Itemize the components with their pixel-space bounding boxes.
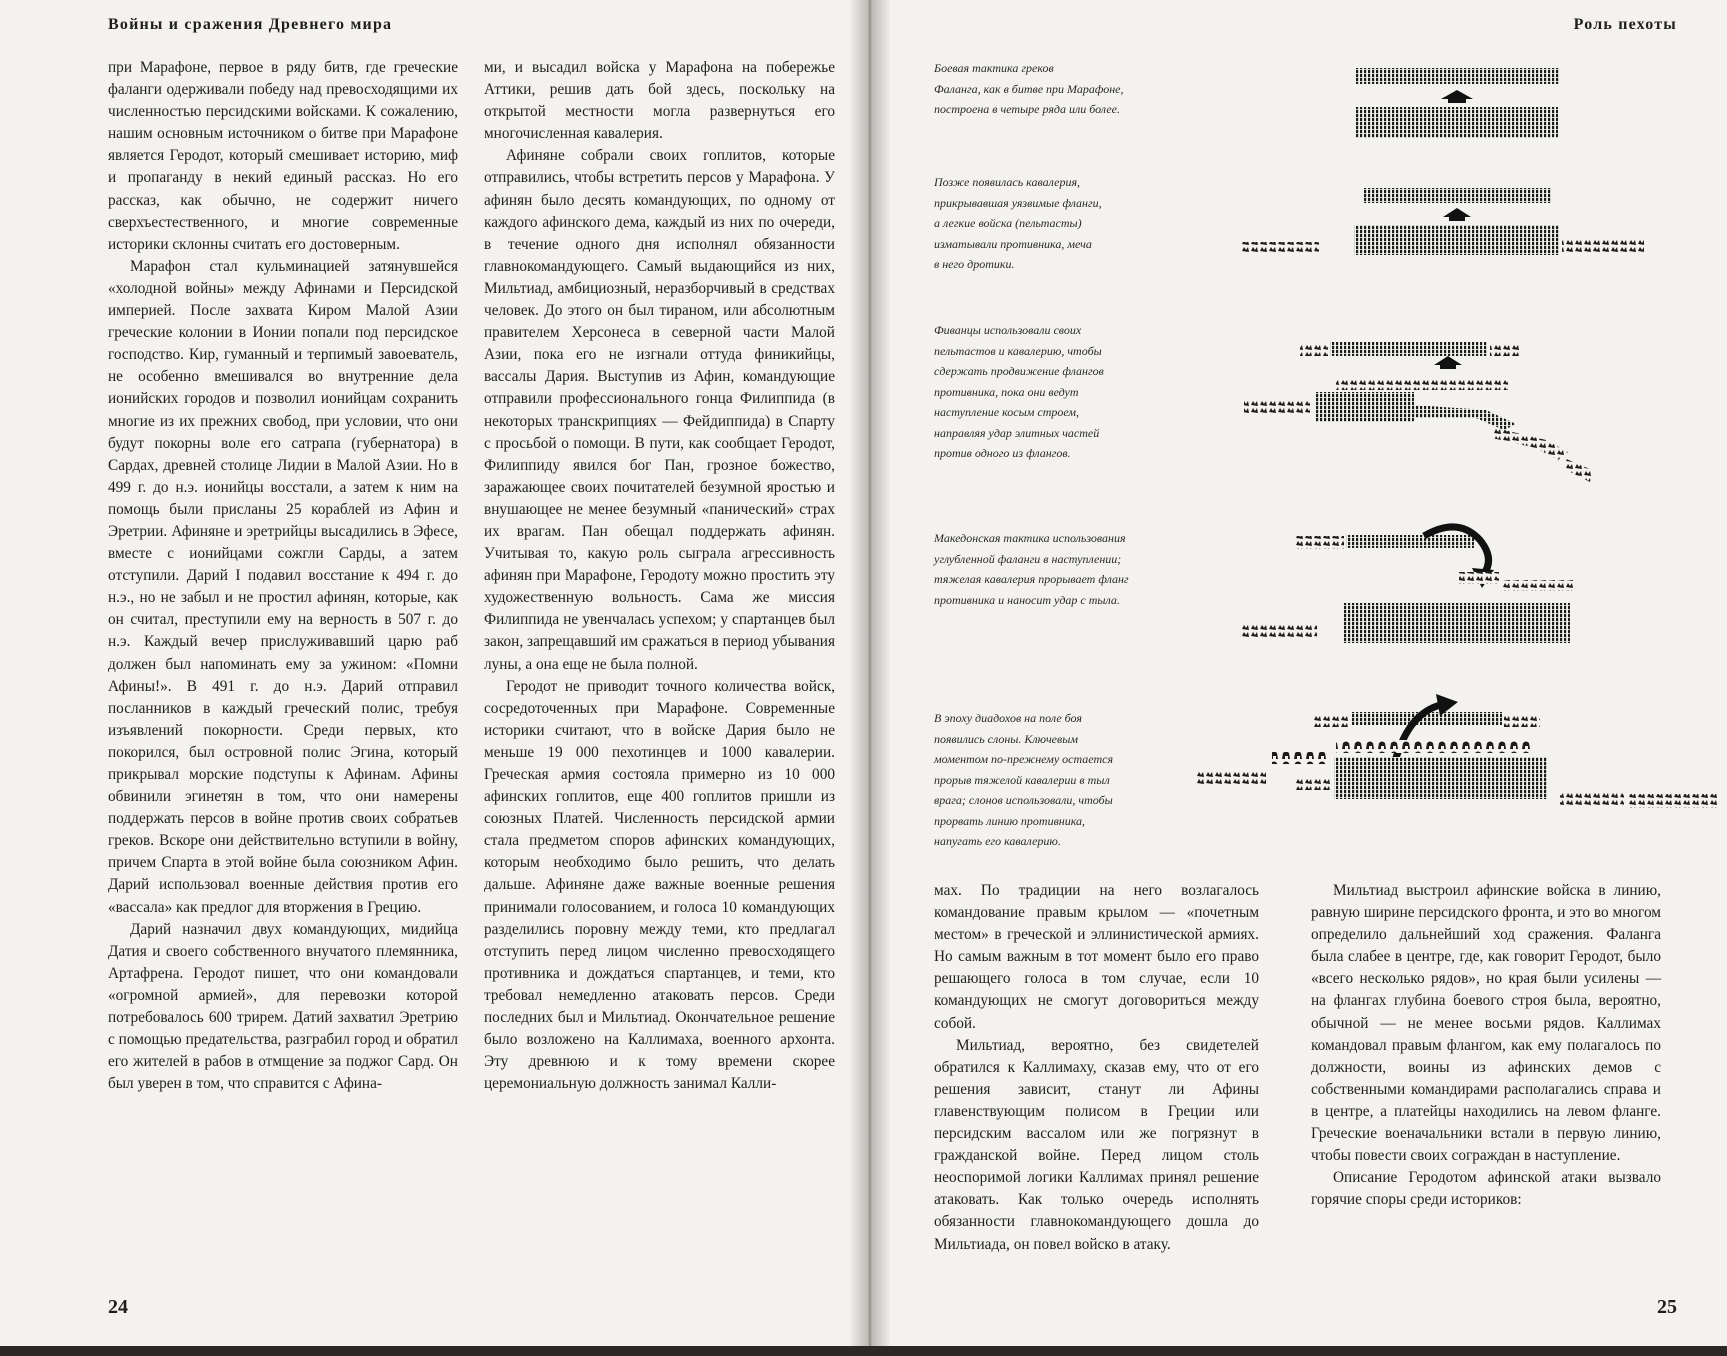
page-number-left: 24: [108, 1296, 128, 1318]
scan-edge: [0, 1346, 1727, 1356]
diagram-caption: [934, 58, 1202, 120]
caption-line: сдержать продвижение флангов: [934, 364, 1104, 378]
book-gutter: [850, 0, 890, 1356]
caption-line: пельтастов и кавалерию, чтобы: [934, 343, 1102, 358]
caption-line: моментом по-прежнему остается: [934, 752, 1114, 766]
left-column-2: [484, 57, 835, 1095]
paragraph: Описание Геродотом афинской атаки вызвало горячие споры среди историков:: [1311, 1169, 1661, 1209]
caption-line: прикрывавшая уязвимые фланги,: [934, 195, 1102, 210]
caption-line: Фиванцы использовали своих: [934, 323, 1082, 337]
paragraph: Марафон стал кульминацией затянувшейся «холодной войны» между Афинами и Персидской империей. После захвата Киром Малой Азии греческие колонии в Ионии попали под персидское господство. Кир, гуманный и терпимый завоеватель, не особенно вмешивался во внутренние дела ионийских городов и позволил ионийцам сохранить многие из их прежних свобод, при условии, что они будут покорны воле его сатрапа (губернатора) в Сардах, древней столице Лидии в Малой Азии. Но в 499 г. до н.э. ионийцы восстали, а затем к ним на помощь были присланы 25 кораблей из Афин и Эретрии. Афиняне и эретрийцы высадились в Эфесе, вместе с ионийцами сожгли Сарды, а затем отступили. Дарий I подавил восстание к 494 г. до н.э., но не забыл и не простил афинян, которые, как он считал, преступили ему на верность в 507 г. до н.э. Каждый вечер прислуживавший царю раб должен был напоминать ему за ужином: «Помни Афины!». В 491 г. до н.э. Дарий отправил посланников в каждый греческий полис, требуя изъявлений покорности. Среди первых, кто покорился, был островной полис Эгина, который прикрывал морские подступы к Афинам. Афины обвинили эгинетян в том, что они намерены поддержать персов в войне против своих собратьев греков. Вскоре они действительно вступили в войну, причем Спарта в этой войне была союзником Афин. Дарий использовал военные действия против его «вассала» как предлог для вторжения в Грецию.: [108, 257, 458, 916]
left-page: [0, 0, 866, 1346]
caption-line: Фаланга, как в битве при Марафоне,: [934, 81, 1124, 96]
caption-line: построена в четыре ряда или более.: [934, 102, 1120, 116]
caption-line: В эпоху диадохов на поле боя: [934, 711, 1082, 725]
tactics-diagram: [1196, 50, 1721, 870]
diagram-theban-oblique: [1244, 342, 1592, 482]
caption-line: противника и наносит удар с тыла.: [934, 592, 1120, 607]
caption-line: наступление косым строем,: [934, 405, 1080, 419]
paragraph: Геродот не приводит точного количества войск, сосредоточенных при Марафоне. Современные историки считают, что в войске Дария было не меньше 19 000 пехотинцев и 1000 кавалерии. Греческая армия состояла примерно из 10 000 афинских гоплитов, еще 400 гоплитов пришли из союзных Платей. Численность персидской армии стала предметом споров афинских командующих, которым необходимо было решить, что делать дальше. Афиняне даже важные военные решения принимали голосованием, и голоса 10 командующих разделились поровну между теми, кто предлагал отступить перед лицом численно превосходящего противника и дождаться спартанцев, и теми, кто требовал немедленно атаковать персов. Среди последних был и Мильтиад. Окончательное решение было возложено на Каллимаха, военного архонта. Эту древнюю и к тому времени скорее церемониальную должность занимал Калли-: [484, 677, 835, 1093]
running-head-right: Роль пехоты: [1573, 16, 1677, 33]
diagram-caption: [934, 320, 1202, 464]
left-column-1: [108, 57, 458, 1095]
caption-line: врага; слонов использовали, чтобы: [934, 793, 1113, 807]
right-column-1: [934, 880, 1259, 1256]
diagram-caption: [934, 528, 1202, 610]
paragraph: Мильтиад, вероятно, без свидетелей обратился к Каллимаху, сказав ему, что от его решения зависит, станут ли Афины главенствующим полисом в Греции или персидским вассалом или же погрязнут в гражданской войне. Перед лицом столь неоспоримой логики Каллимах принял решение атаковать. Как только очередь исполнять обязанности главнокомандующего дошла до Мильтиада, он повел войско в атаку.: [934, 1036, 1259, 1253]
caption-line: в него дротики.: [934, 257, 1015, 271]
caption-line: появились слоны. Ключевым: [934, 731, 1078, 746]
running-head-left: Войны и сражения Древнего мира: [108, 16, 393, 33]
paragraph: Дарий назначил двух командующих, мидийца Датия и своего собственного внучатого племянника, Артафрена. Геродот пишет, что они командовали «огромной армией», для перевозки которой потребовалось 600 трирем. Датий захватил Эретрию с помощью предательства, разграбил город и обратил его жителей в рабов в отмщение за поджог Сард. Он был уверен в том, что справится с Афина-: [108, 920, 458, 1093]
caption-line: против одного из флангов.: [934, 446, 1071, 460]
diagram-caption: [934, 708, 1202, 852]
caption-line: прорыв тяжелой кавалерии в тыл: [934, 772, 1110, 787]
paragraph: при Марафоне, первое в ряду битв, где греческие фаланги одерживали победу над превосходящими их численностью персидскими войсками. К сожалению, нашим основным источником о битве при Марафоне является Геродот, который смешивает историю, миф и пропаганду в некий единый рассказ. Но его рассказ, как обычно, не содержит ничего сверхъестественного, и многие современные историки склонны считать его достоверным.: [108, 59, 458, 253]
caption-line: изматывали противника, меча: [934, 236, 1092, 251]
diagram-macedonian-tactic: [1241, 527, 1575, 643]
diagram-caption: [934, 172, 1202, 275]
right-column-2: [1311, 880, 1661, 1211]
diagram-cavalry-peltasts: [1241, 188, 1644, 255]
caption-line: Македонская тактика использования: [934, 531, 1126, 545]
caption-line: тяжелая кавалерия прорывает фланг: [934, 572, 1129, 586]
diagram-greek-phalanx: [1355, 68, 1559, 138]
right-page: [876, 0, 1727, 1346]
paragraph: ми, и высадил войска у Марафона на побережье Аттики, решив дать бой здесь, поскольку на открытой местности могла развернуться его многочисленная кавалерия.: [484, 59, 835, 143]
page-number-right: 25: [1657, 1296, 1677, 1318]
caption-line: прорвать линию противника,: [934, 813, 1086, 828]
paragraph: Мильтиад выстроил афинские войска в линию, равную ширине персидского фронта, и это во многом определило дальнейший ход сражения. Фаланга была слабее в центре, где, как говорит Геродот, было «всего несколько рядов», но края были усилены — на флангах глубина боевого строя была, вероятно, обычной — не менее восьми рядов. Каллимах командовал правым флангом, как ему полагалось по должности, воины из афинских демов с собственными командирами располагались справа и в центре, а платейцы находились на левом фланге. Греческие военачальники встали в первую линию, чтобы повести своих сограждан в наступление.: [1311, 882, 1661, 1165]
paragraph: Афиняне собрали своих гоплитов, которые отправились, чтобы встретить персов у Марафона. У афинян было десять командующих, по одному от каждого афинского дема, каждый из них по очереди, в течение одного дня исполнял обязанности главнокомандующего. Самый выдающийся из них, Мильтиад, амбициозный, неразборчивый в средствах человек. До этого он был тираном, или абсолютным правителем Херсонеса в северной части Малой Азии, пока его не изгнали оттуда финикийцы, вассалы Дария. Выступив из Афин, командующие отправили профессионального гонца Филиппида (в некоторых транскрипциях — Фейдиппида) в Спарту с просьбой о помощи. В пути, как сообщает Геродот, Филиппиду явился бог Пан, грозное божество, заражающее своих почитателей безумной яростью и внушающее не менее безумный «панический» страх их врагам. Пан обещал поддержать афинян. Учитывая то, какую роль сыграла агрессивность афинян при Марафоне, Геродоту можно простить эту художественную вольность. Сама же миссия Филиппида не увенчалась успехом; у спартанцев был закон, запрещавший им сражаться в период убывания луны, а она еще не была полной.: [484, 147, 835, 673]
caption-line: углубленной фаланги в наступлении;: [934, 551, 1122, 566]
caption-line: направляя удар элитных частей: [934, 425, 1100, 440]
caption-line: напугать его кавалерию.: [934, 834, 1061, 848]
caption-line: а легкие войска (пельтасты): [934, 216, 1082, 230]
caption-line: Боевая тактика греков: [934, 61, 1054, 75]
caption-line: противника, пока они ведут: [934, 384, 1079, 399]
caption-line: Позже появилась кавалерия,: [934, 175, 1081, 189]
diagram-diadochi-elephants: [1196, 694, 1718, 808]
paragraph: мах. По традиции на него возлагалось командование правым крылом — «почетным местом» в греческой и эллинистической армиях. Но самым важным в тот момент было его право решающего голоса в том случае, если 10 командующих не смогут договориться между собой.: [934, 882, 1259, 1032]
